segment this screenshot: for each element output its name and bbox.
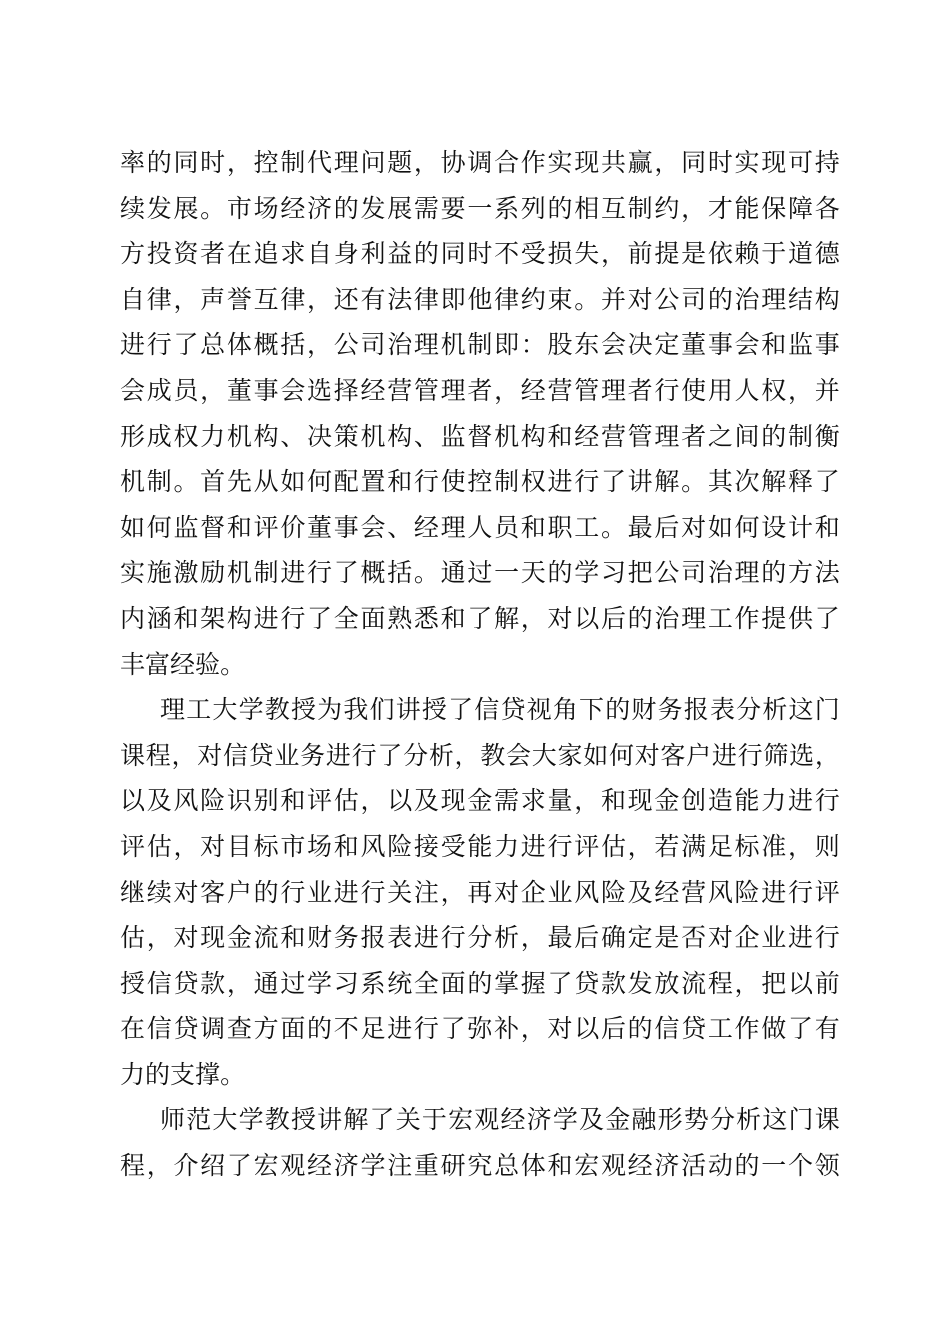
text-line: 课 程 ， 对 信 贷 业 务 进 行 了 分 析 ， 教 会 大 家 如 何 对 客 户 进 行 筛 选 ， [120, 740, 840, 770]
text-line: 师 范 大 学 教 授 讲 解 了 关 于 宏 观 经 济 学 及 金 融 形 势 分 析 这 门 课 [160, 1105, 840, 1135]
text-line: 评 估 ， 对 目 标 市 场 和 风 险 接 受 能 力 进 行 评 估 ， 若 满 足 标 准 ， 则 [120, 831, 840, 861]
text-line: 方 投 资 者 在 追 求 自 身 利 益 的 同 时 不 受 损 失 ， 前 提 是 依 赖 于 道 德 [120, 239, 840, 269]
text-line: 理 工 大 学 教 授 为 我 们 讲 授 了 信 贷 视 角 下 的 财 务 报 表 分 析 这 门 [160, 695, 840, 725]
text-line: 力 的 支 撑 。 [120, 1059, 246, 1089]
text-line: 会 成 员 ， 董 事 会 选 择 经 营 管 理 者 ， 经 营 管 理 者 行 使 用 人 权 ， 并 [120, 375, 840, 405]
body-text [120, 140, 840, 1189]
text-line: 程 ， 介 绍 了 宏 观 经 济 学 注 重 研 究 总 体 和 宏 观 经 济 活 动 的 一 个 领 [120, 1151, 840, 1181]
text-line: 继 续 对 客 户 的 行 业 进 行 关 注 ， 再 对 企 业 风 险 及 经 营 风 险 进 行 评 [120, 877, 840, 907]
text-line: 以 及 风 险 识 别 和 评 估 ， 以 及 现 金 需 求 量 ， 和 现 金 创 造 能 力 进 行 [120, 786, 840, 816]
text-line: 实 施 激 励 机 制 进 行 了 概 括 。 通 过 一 天 的 学 习 把 公 司 治 理 的 方 法 [120, 558, 840, 588]
text-line: 丰 富 经 验 。 [120, 649, 246, 679]
text-line: 率 的 同 时 ， 控 制 代 理 问 题 ， 协 调 合 作 实 现 共 赢 ， 同 时 实 现 可 持 [120, 148, 840, 177]
text-line: 机 制 。 首 先 从 如 何 配 置 和 行 使 控 制 权 进 行 了 讲 解 。 其 次 解 释 了 [120, 467, 840, 497]
text-line: 授 信 贷 款 ， 通 过 学 习 系 统 全 面 的 掌 握 了 贷 款 发 放 流 程 ， 把 以 前 [120, 968, 840, 998]
text-line: 如 何 监 督 和 评 价 董 事 会 、 经 理 人 员 和 职 工 。 最 后 对 如 何 设 计 和 [120, 512, 840, 542]
text-line: 续 发 展 。 市 场 经 济 的 发 展 需 要 一 系 列 的 相 互 制 约 ， 才 能 保 障 各 [120, 193, 840, 223]
text-line: 自 律 ， 声 誉 互 律 ， 还 有 法 律 即 他 律 约 束 。 并 对 公 司 的 治 理 结 构 [120, 284, 840, 314]
text-line: 内 涵 和 架 构 进 行 了 全 面 熟 悉 和 了 解 ， 对 以 后 的 治 理 工 作 提 供 了 [120, 603, 840, 633]
text-line: 进 行 了 总 体 概 括 ， 公 司 治 理 机 制 即 ： 股 东 会 决 定 董 事 会 和 监 事 [120, 330, 840, 360]
text-line: 形 成 权 力 机 构 、 决 策 机 构 、 监 督 机 构 和 经 营 管 理 者 之 间 的 制 衡 [120, 421, 840, 451]
text-line: 在 信 贷 调 查 方 面 的 不 足 进 行 了 弥 补 ， 对 以 后 的 信 贷 工 作 做 了 有 [120, 1014, 840, 1044]
text-line: 估 ， 对 现 金 流 和 财 务 报 表 进 行 分 析 ， 最 后 确 定 是 否 对 企 业 进 行 [120, 923, 840, 953]
